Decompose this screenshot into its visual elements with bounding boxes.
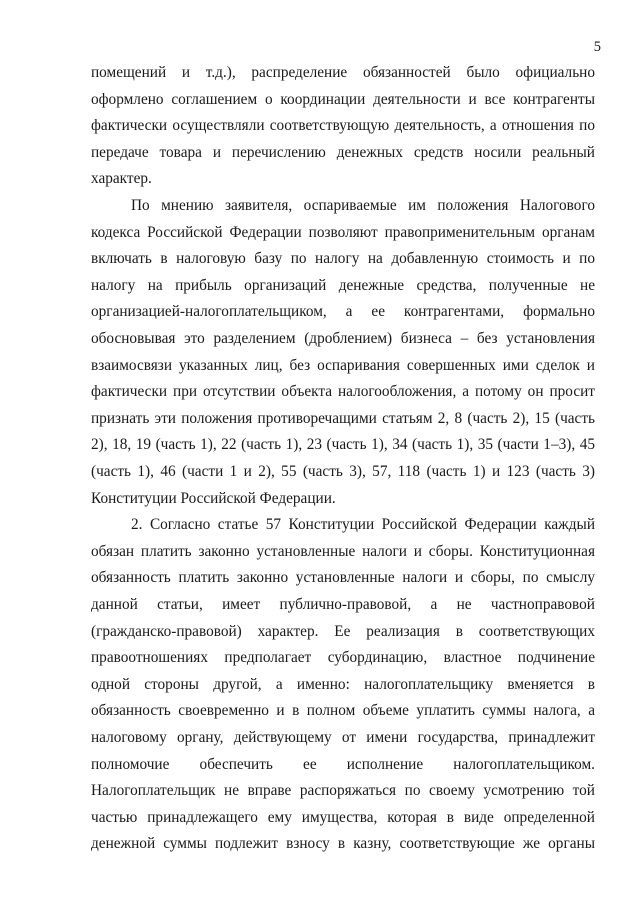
text-line: признать эти положения противоречащими статьям 2, 8 (часть 2), 15 (часть	[91, 409, 595, 427]
text-line: передаче товара и перечислению денежных средств носили реальный	[91, 143, 595, 161]
text-line: оформлено соглашением о координации деятельности и все контрагенты	[91, 90, 595, 108]
text-line: помещений и т.д.), распределение обязанностей было официально	[91, 64, 595, 81]
text-line: обосновывая это разделением (дроблением) бизнеса – без установления	[91, 330, 595, 347]
text-line: Налогоплательщик не вправе распоряжаться по своему усмотрению той	[91, 782, 595, 800]
text-line: характер.	[91, 170, 152, 188]
text-line: денежной суммы подлежит взносу в казну, соответствующие же органы	[91, 835, 595, 853]
text-line: частью принадлежащего ему имущества, которая в виде определенной	[91, 808, 595, 826]
text-line: (часть 1), 46 (части 1 и 2), 55 (часть 3), 57, 118 (часть 1) и 123 (часть 3)	[91, 463, 595, 480]
text-line: обязанность платить законно установленные налоги и сборы, по смыслу	[91, 569, 595, 587]
text-line: (гражданско-правовой) характер. Ее реализация в соответствующих	[91, 622, 595, 640]
text-line: правоотношениях предполагает субординацию, властное подчинение	[91, 649, 595, 667]
text-line: одной стороны другой, а именно: налогоплательщику вменяется в	[91, 675, 595, 693]
text-line: По мнению заявителя, оспариваемые им положения Налогового	[131, 197, 595, 214]
text-line: данной статьи, имеет публично-правовой, а не частноправовой	[91, 596, 595, 613]
text-line: полномочие обеспечить ее исполнение налогоплательщиком.	[91, 755, 595, 773]
text-line: обязан платить законно установленные налоги и сборы. Конституционная	[91, 542, 595, 560]
text-line: взаимосвязи указанных лиц, без оспаривания совершенных ими сделок и	[91, 356, 595, 374]
text-line: включать в налоговую базу по налогу на добавленную стоимость и по	[91, 250, 595, 268]
text-line: фактически осуществляли соответствующую деятельность, а отношения по	[91, 117, 595, 135]
text-line: Конституции Российской Федерации.	[91, 489, 336, 507]
text-line: обязанность своевременно и в полном объеме уплатить суммы налога, а	[91, 702, 595, 720]
text-line: организацией-налогоплательщиком, а ее контрагентами, формально	[91, 303, 595, 321]
page-number: 5	[593, 39, 601, 55]
text-line: фактически при отсутствии объекта налогообложения, а потому он просит	[91, 383, 595, 401]
text-line: 2. Согласно статье 57 Конституции Российской Федерации каждый	[131, 516, 595, 534]
text-line: 2), 18, 19 (часть 1), 22 (часть 1), 23 (часть 1), 34 (часть 1), 35 (части 1–3), 45	[91, 436, 595, 454]
text-line: кодекса Российской Федерации позволяют правоприменительным органам	[91, 223, 595, 241]
text-line: налоговому органу, действующему от имени государства, принадлежит	[91, 729, 595, 746]
text-line: налогу на прибыль организаций денежные средства, полученные не	[91, 276, 595, 294]
